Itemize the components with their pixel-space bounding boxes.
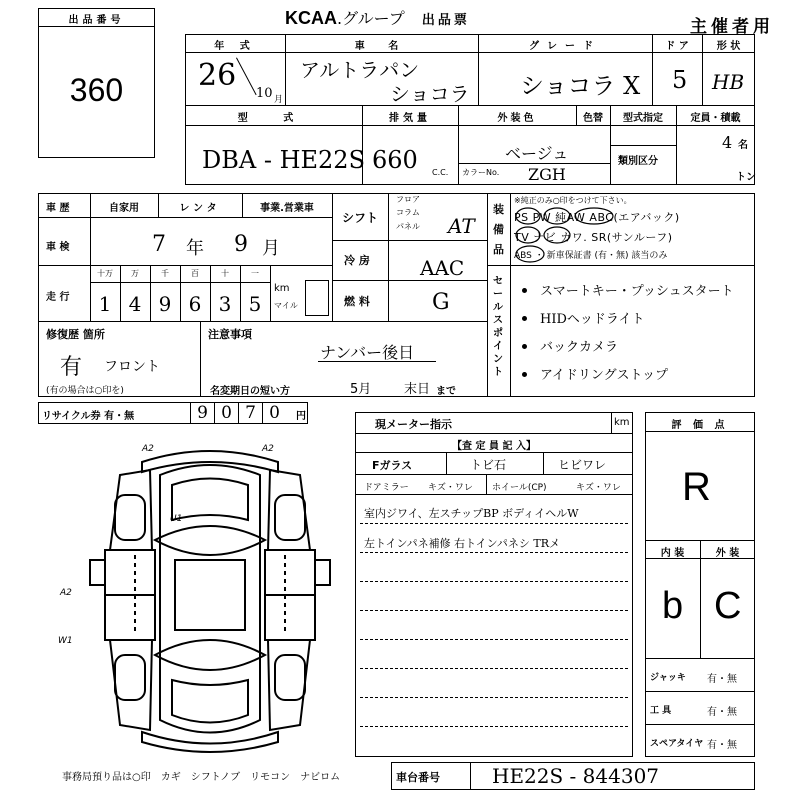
mileage-digit: 3 [218,292,232,316]
cc-unit: C.C. [432,168,449,177]
exterior-label: 外 装 [715,548,740,559]
color-no-label: カラーNo. [462,168,500,177]
wheel-label: ホイール(CP) [492,483,547,493]
repair-label: 修復歴 箇所 [46,328,105,341]
tool-value[interactable]: 有・無 [707,674,737,685]
diagram-mark-a2-front-left: A2 [142,444,154,454]
score-label: 評 価 点 [671,420,729,431]
ext-color-label: 外装色 [497,113,537,124]
capacity-label: 定員・積載 [690,113,741,124]
ruled-line [360,581,628,582]
equipment-label: 装備品 [493,203,504,256]
color-change-label: 色替 [583,113,603,124]
name-line2: ショコラ [390,82,470,106]
ruled-line [360,726,628,727]
mileage-mile: マイル [274,301,298,310]
equipment-row3[interactable]: ABS ・ 新車保証書 (有・無) 該当のみ [514,251,668,261]
org-title [285,6,470,29]
recycle-digit: 9 [190,403,214,424]
ruled-line [360,697,628,698]
host-use: 主催者用 [690,17,774,37]
shape-value: HB [712,70,745,94]
tool-label: スペアタイヤ [650,739,704,749]
mileage-unit-label: 千 [161,269,169,278]
caution-underline [318,361,436,362]
org-kcaa: KCAA [285,8,337,28]
name-line1: アルトラパン [300,58,420,82]
sales-point-item: バックカメラ [540,340,619,355]
equipment-row1[interactable]: PS PW 純AW ABC(エアバック) [514,211,680,224]
meter-label: 現メーター指示 [375,418,452,431]
diagram-mark-u1: U1 [170,514,183,524]
chassis-number: HE22S - 844307 [492,764,660,788]
mileage-checkbox[interactable] [305,280,329,316]
shift-label: シフト [342,211,379,225]
ext-color-value: ベージュ [505,144,569,163]
ruled-line [360,552,628,553]
mileage-unit-label: 十 [221,269,229,278]
load-unit: トン [736,172,756,183]
mileage-digit: 5 [248,292,262,316]
mileage-digit: 9 [158,292,172,316]
year-label: 年 式 [214,41,256,52]
door-mirror-label: ドアミラー [364,483,409,493]
repair-value: 有 [60,355,83,380]
mileage-digit: 6 [188,292,202,316]
shift-option-floor[interactable]: フロア [396,195,420,204]
mileage-digit: 4 [128,292,142,316]
fuel-label: 燃 料 [344,295,370,308]
mileage-label: 走 行 [46,292,70,303]
mileage-km: km [274,283,290,294]
sales-point-item: HIDヘッドライト [540,312,645,327]
diagram-mark-a2-left-side: A2 [60,588,72,598]
door-mirror-note[interactable]: キズ・ワレ [428,483,473,493]
equipment-note: ※純正のみ○印をつけて下さい。 [514,196,632,205]
office-items: 事務局預り品は○印 カギ シフトノブ リモコン ナビロム [62,772,341,783]
ac-value: AAC [420,256,465,280]
month-value: 10 [256,86,273,101]
name-change-label: 名変期日の短い方 [210,386,290,397]
ac-label: 冷 房 [344,254,370,267]
history-own-use[interactable]: 自家用 [109,203,139,214]
equipment-row2[interactable]: TV ナビ カワ. SR(サンルーフ) [514,231,673,244]
diagram-mark-a2-front-right: A2 [262,444,274,454]
sales-points-label: セールスポイント [493,276,503,378]
chassis-label: 車台番号 [396,771,440,784]
org-group: .グループ [337,9,405,28]
inspector-notes-line1: 室内ジワイ、左スチップBP ボディイヘルW [364,507,579,520]
score-exterior: C [714,585,742,627]
sales-point-bullet [522,288,527,293]
mileage-unit-label: 万 [131,269,139,278]
equipment-circle-marks [510,204,650,266]
shift-value: AT [448,214,475,238]
fglass-note1[interactable]: トビ石 [470,458,507,472]
mileage-unit-label: 一 [251,269,259,278]
doors-label: ド ア [665,41,689,52]
name-change-day: 末日 [404,382,431,397]
model-label: 型 式 [237,113,310,124]
score-interior: b [662,585,684,627]
grade-value: ショコラ X [520,72,641,100]
caution-label: 注意事項 [208,328,252,341]
capacity-unit: 名 [738,140,748,151]
name-change-month: 5月 [350,382,372,397]
grade-label: グレード [529,41,601,52]
fglass-label: Fガラス [372,459,413,472]
displacement-value: 660 [372,146,418,174]
name-label: 車 名 [354,41,409,52]
recycle-digit: 0 [262,403,286,424]
inspector-title: 【査 定 員 記 入】 [452,441,536,452]
sales-point-item: スマートキー・プッシュスタート [540,284,734,299]
model-value: DBA - HE22S [202,146,366,174]
repair-location: フロント [104,359,160,375]
score-overall: R [682,465,711,509]
ruled-line [360,523,628,524]
wheel-note[interactable]: キズ・ワレ [576,483,621,493]
doors-value: 5 [672,66,688,94]
ruled-line [360,639,628,640]
inspection-month: 9 [234,232,248,257]
history-label: 車 歴 [46,203,70,214]
tool-value[interactable]: 有・無 [707,707,737,718]
ruled-line [360,610,628,611]
year-value: 26 [198,58,237,93]
mileage-digit: 1 [98,292,112,316]
tool-value[interactable]: 有・無 [707,740,737,751]
fglass-note2[interactable]: ヒビワレ [558,458,607,472]
car-damage-diagram [80,440,340,760]
recycle-label: リサイクル券 有・無 [42,411,135,422]
history-rental[interactable]: レンタ [179,203,221,214]
name-change-until: まで [436,386,456,397]
color-no-value: ZGH [528,165,566,184]
capacity-value: 4 [722,133,733,152]
month-unit: 月 [274,95,284,105]
ruled-line [360,668,628,669]
inspection-month-unit: 月 [262,238,280,259]
inspection-year-unit: 年 [186,238,204,259]
org-ticket: 出品票 [421,13,470,28]
caution-value: ナンバー後日 [320,343,415,362]
meter-unit: km [614,417,630,428]
recycle-unit: 円 [296,411,306,422]
tool-label: 工 具 [650,706,672,716]
inspector-notes-line2: 左トインパネ補修 右トインパネシ TRメ [364,537,560,550]
shift-option-panel[interactable]: パネル [396,222,420,231]
history-business[interactable]: 事業.営業車 [260,203,314,214]
repair-note: (有の場合は○印を) [46,386,124,396]
inspection-label: 車 検 [46,242,70,253]
recycle-digit: 7 [238,403,262,424]
recycle-digit: 0 [214,403,238,424]
displacement-label: 排気量 [389,113,431,124]
mileage-unit-label: 十万 [97,269,113,278]
shift-option-column[interactable]: コラム [396,208,420,217]
sales-point-bullet [522,372,527,377]
sales-point-item: アイドリングストップ [540,368,669,383]
lot-label: 出品番号 [68,15,125,26]
class-label: 類別区分 [618,156,658,167]
interior-label: 内 装 [660,548,685,559]
fuel-value: G [432,290,450,315]
lot-number: 360 [69,72,124,108]
tool-label: ジャッキ [650,673,686,683]
type-designation-label: 型式指定 [623,113,663,124]
diagram-mark-w1: W1 [58,636,73,646]
mileage-unit-label: 百 [191,269,199,278]
sales-point-bullet [522,316,527,321]
shape-label: 形 状 [716,41,741,52]
sales-point-bullet [522,344,527,349]
inspection-year: 7 [152,232,166,257]
